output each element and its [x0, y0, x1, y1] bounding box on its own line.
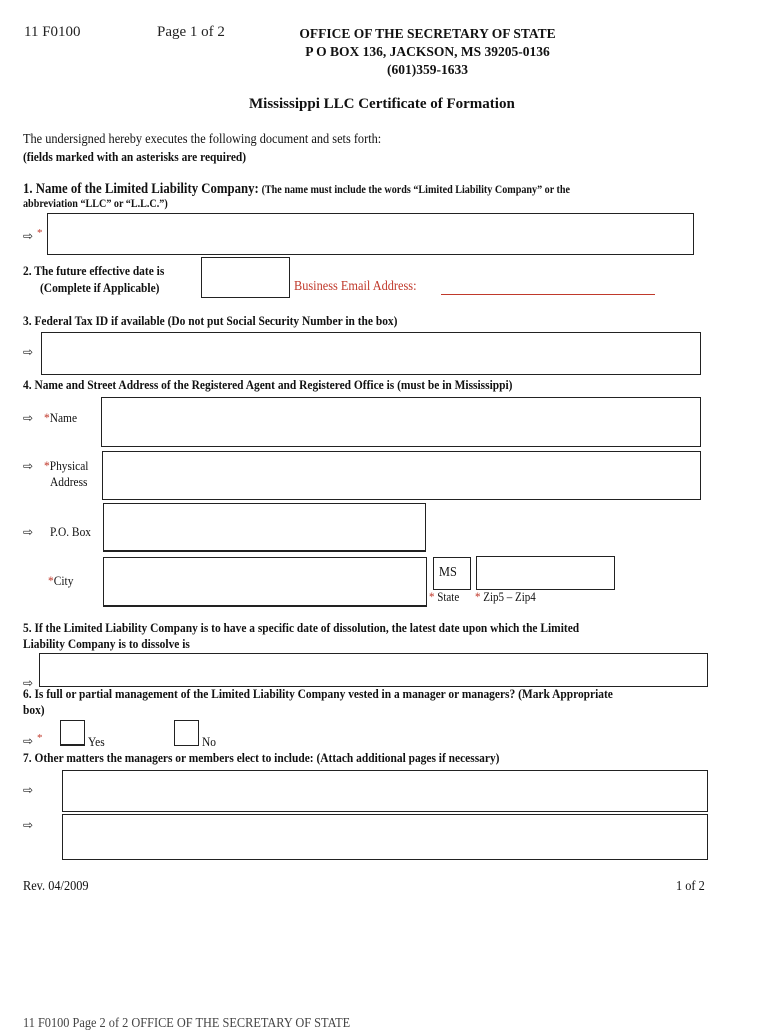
- page-indicator: Page 1 of 2: [157, 24, 225, 40]
- agent-name-label: *Name: [44, 410, 78, 425]
- next-page-header: 11 F0100 Page 2 of 2 OFFICE OF THE SECRETARY OF STATE: [23, 1016, 351, 1031]
- arrow-icon: ⇨: [23, 229, 34, 243]
- form-number: 11 F0100: [24, 24, 81, 40]
- city-field[interactable]: [103, 557, 427, 607]
- section6-line2: box): [23, 702, 45, 717]
- office-phone: (601)359-1633: [387, 62, 468, 77]
- city-input[interactable]: [104, 558, 426, 605]
- physical-address-field[interactable]: [102, 451, 701, 500]
- section5-line2: Liability Company is to dissolve is: [23, 636, 190, 651]
- section1-note: (The name must include the words “Limited Liability Company” or the: [261, 184, 571, 196]
- section1-title: 1. Name of the Limited Liability Company:: [23, 181, 259, 197]
- section6-line1: 6. Is full or partial management of the Limited Liability Company vested in a manager or managers? (Mark Appropriate: [23, 686, 613, 701]
- office-name: OFFICE OF THE SECRETARY OF STATE: [299, 26, 556, 41]
- agent-name-input[interactable]: [102, 398, 700, 446]
- city-label: *City: [48, 573, 74, 588]
- physical-address-label-2: Address: [50, 474, 88, 489]
- arrow-icon: ⇨: [23, 411, 34, 425]
- zip-field[interactable]: [476, 556, 615, 590]
- required-note: (fields marked with an asterisks are required): [23, 149, 247, 164]
- section1-note-cont: abbreviation “LLC” or “L.L.C.”): [23, 198, 168, 210]
- section1-heading: [23, 181, 570, 198]
- other-matters-input-2[interactable]: [63, 815, 707, 859]
- office-header: [260, 25, 595, 79]
- dissolution-date-field[interactable]: [39, 653, 708, 687]
- dissolution-date-input[interactable]: [40, 654, 707, 686]
- physical-address-label: *Physical: [44, 458, 89, 473]
- arrow-icon: ⇨: [23, 525, 34, 539]
- revision-date: Rev. 04/2009: [23, 879, 89, 894]
- yes-label: Yes: [88, 734, 105, 749]
- effective-date-field[interactable]: [201, 257, 290, 298]
- arrow-icon: ⇨: [23, 676, 34, 690]
- required-asterisk: *: [37, 227, 43, 239]
- zip-caption: * Zip5 – Zip4: [475, 590, 536, 604]
- zip-input[interactable]: [477, 557, 614, 589]
- intro-text: The undersigned hereby executes the following document and sets forth:: [23, 132, 382, 147]
- llc-name-field[interactable]: [47, 213, 694, 255]
- business-email-label: Business Email Address:: [294, 279, 417, 294]
- other-matters-field-1[interactable]: [62, 770, 708, 812]
- state-caption: * State: [429, 590, 460, 604]
- effective-date-input[interactable]: [202, 258, 289, 297]
- federal-tax-id-input[interactable]: [42, 333, 700, 374]
- state-field[interactable]: [433, 557, 471, 590]
- other-matters-field-2[interactable]: [62, 814, 708, 860]
- office-address: P O BOX 136, JACKSON, MS 39205-0136: [305, 44, 550, 59]
- page-count: 1 of 2: [676, 879, 705, 894]
- other-matters-input-1[interactable]: [63, 771, 707, 811]
- page-title: Mississippi LLC Certificate of Formation: [249, 96, 515, 112]
- agent-name-field[interactable]: [101, 397, 701, 447]
- physical-address-input[interactable]: [103, 452, 700, 499]
- arrow-icon: ⇨: [23, 818, 34, 832]
- no-label: No: [202, 734, 216, 749]
- arrow-icon: ⇨: [23, 783, 34, 797]
- arrow-icon: ⇨: [23, 345, 34, 359]
- section5-line1: 5. If the Limited Liability Company is to have a specific date of dissolution, the latest date upon which the Limited: [23, 620, 580, 635]
- manager-yes-checkbox[interactable]: [60, 720, 85, 746]
- section3-heading: 3. Federal Tax ID if available (Do not put Social Security Number in the box): [23, 313, 398, 328]
- arrow-icon: ⇨: [23, 734, 34, 748]
- section4-heading: 4. Name and Street Address of the Registered Agent and Registered Office is (must be in Mississippi): [23, 377, 513, 392]
- llc-name-input[interactable]: [48, 214, 693, 254]
- federal-tax-id-field[interactable]: [41, 332, 701, 375]
- required-asterisk: *: [37, 732, 43, 744]
- po-box-field[interactable]: [103, 503, 426, 552]
- po-box-input[interactable]: [104, 504, 425, 550]
- manager-no-checkbox[interactable]: [174, 720, 199, 746]
- state-value: MS: [439, 565, 457, 580]
- section2-line2: (Complete if Applicable): [40, 280, 160, 295]
- business-email-field[interactable]: [441, 294, 655, 295]
- section2-line1: 2. The future effective date is: [23, 263, 165, 278]
- section7-heading: 7. Other matters the managers or members elect to include: (Attach additional pages if necessary): [23, 750, 500, 765]
- arrow-icon: ⇨: [23, 459, 34, 473]
- po-box-label: P.O. Box: [50, 524, 92, 539]
